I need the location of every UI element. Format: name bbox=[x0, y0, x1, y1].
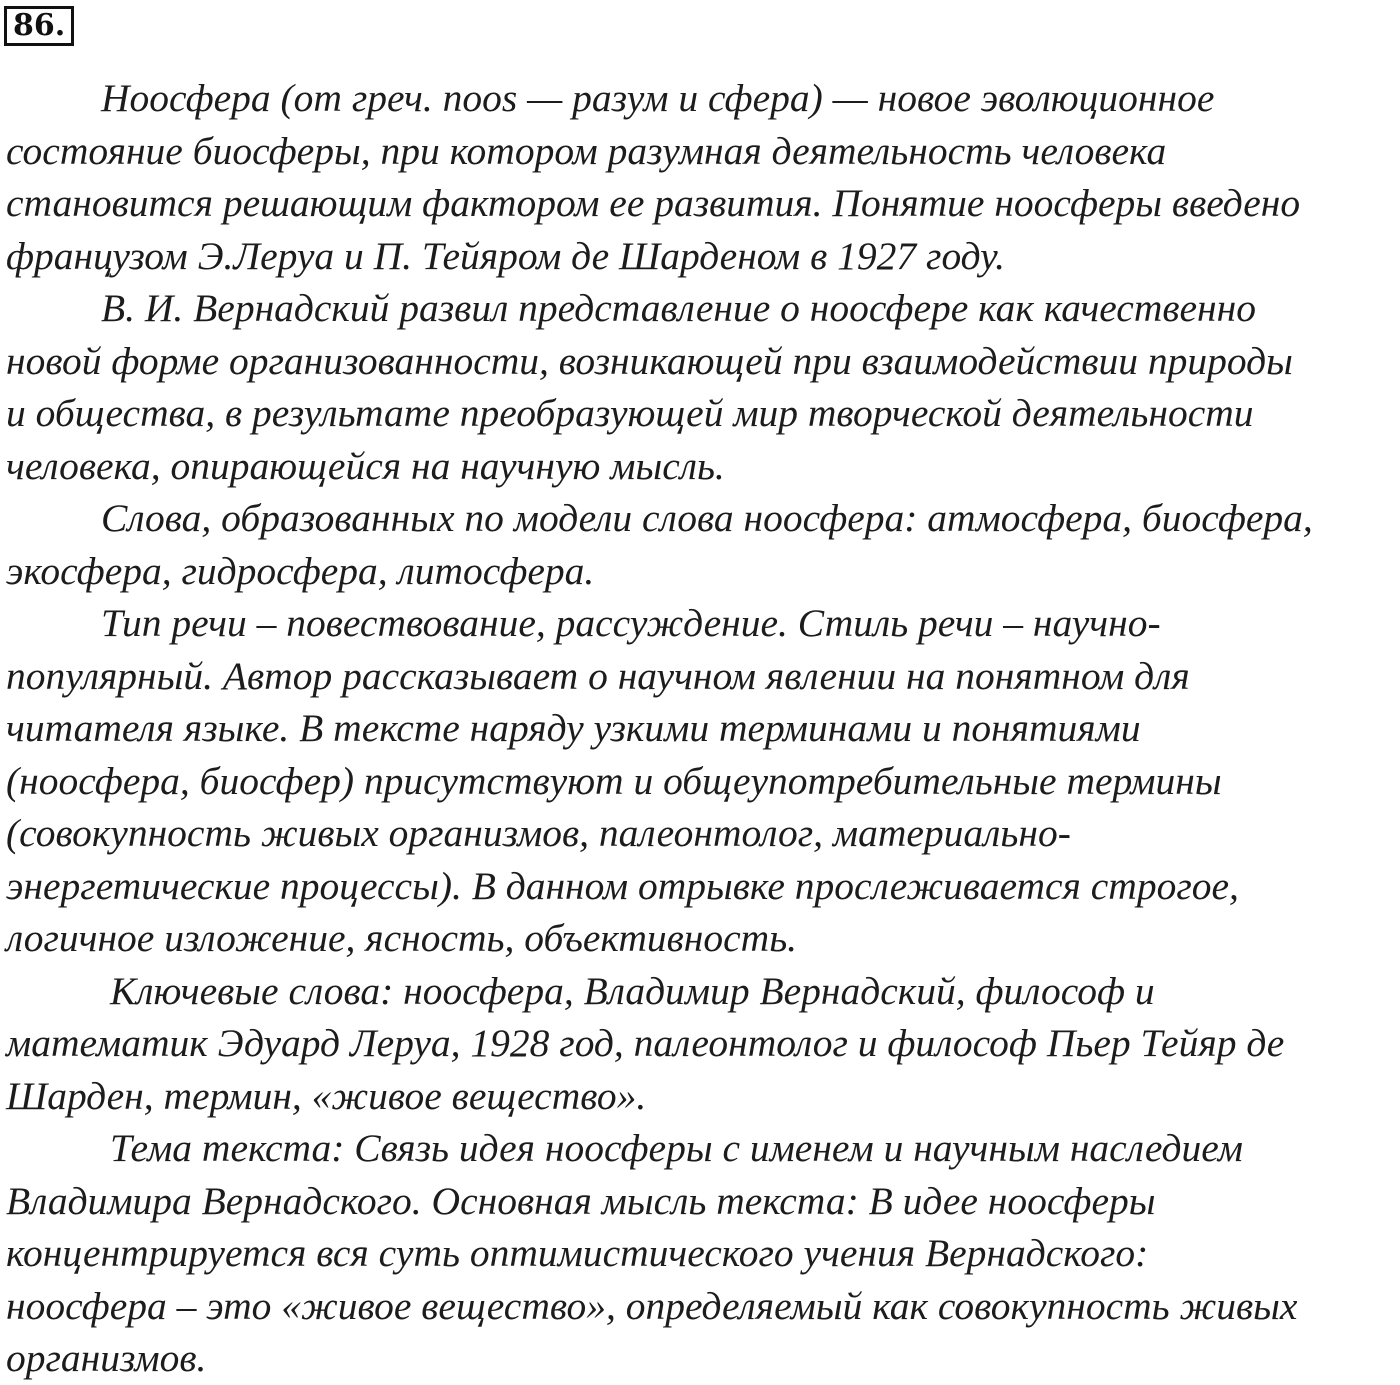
text-line: организмов. bbox=[6, 1336, 207, 1380]
text-line: становится решающим фактором ее развития. Понятие ноосферы введено bbox=[6, 181, 1301, 225]
text-line: ноосфера – это «живое вещество», определяемый как совокупность живых bbox=[6, 1283, 1298, 1328]
paragraph-theme bbox=[6, 1122, 1398, 1385]
text-line: состояние биосферы, при котором разумная деятельность человека bbox=[6, 128, 1167, 173]
text-line: Тип речи – повествование, рассуждение. Стиль речи – научно- bbox=[101, 601, 1161, 645]
text-line: логичное изложение, ясность, объективность. bbox=[6, 916, 798, 960]
text-line: популярный. Автор рассказывает о научном явлении на понятном для bbox=[6, 653, 1190, 698]
paragraph-speech-type bbox=[6, 597, 1398, 965]
text-line: (совокупность живых организмов, палеонтолог, материально- bbox=[6, 811, 1071, 855]
text-line: Шарден, термин, «живое вещество». bbox=[6, 1073, 647, 1118]
text-line: французом Э.Леруа и П. Тейяром де Шарденом в 1927 году. bbox=[6, 233, 1006, 278]
text-line: Слова, образованных по модели слова ноосфера: атмосфера, биосфера, bbox=[101, 496, 1313, 540]
text-line: концентрируется вся суть оптимистического учения Вернадского: bbox=[6, 1231, 1149, 1275]
paragraph-keywords bbox=[6, 965, 1398, 1123]
answer-text bbox=[6, 72, 1398, 1385]
text-line: человека, опирающейся на научную мысль. bbox=[6, 443, 725, 488]
text-line: В. И. Вернадский развил представление о ноосфере как качественно bbox=[101, 286, 1256, 330]
paragraph-vernadsky bbox=[6, 282, 1398, 492]
task-number: 86. bbox=[4, 6, 74, 46]
text-line: Владимира Вернадского. Основная мысль текста: В идее ноосферы bbox=[6, 1178, 1156, 1223]
text-line: Тема текста: Связь идея ноосферы с именем и научным наследием bbox=[110, 1126, 1243, 1170]
text-line: Ключевые слова: ноосфера, Владимир Вернадский, философ и bbox=[110, 968, 1155, 1013]
text-line: читателя языке. В тексте наряду узкими терминами и понятиями bbox=[6, 706, 1141, 750]
text-line: экосфера, гидросфера, литосфера. bbox=[6, 548, 595, 593]
text-line: и общества, в результате преобразующей мир творческой деятельности bbox=[6, 391, 1254, 435]
text-line: Ноосфера (от греч. noos — разум и сфера) — новое эволюционное bbox=[101, 76, 1215, 120]
paragraph-definition bbox=[6, 72, 1398, 282]
text-line: математик Эдуард Леруа, 1928 год, палеонтолог и философ Пьер Тейяр де bbox=[6, 1021, 1285, 1065]
text-line: (ноосфера, биосфер) присутствуют и общеупотребительные термины bbox=[6, 758, 1222, 803]
paragraph-words bbox=[6, 492, 1398, 597]
text-line: новой форме организованности, возникающей при взаимодействии природы bbox=[6, 338, 1293, 383]
text-line: энергетические процессы). В данном отрывке прослеживается строгое, bbox=[6, 863, 1239, 908]
